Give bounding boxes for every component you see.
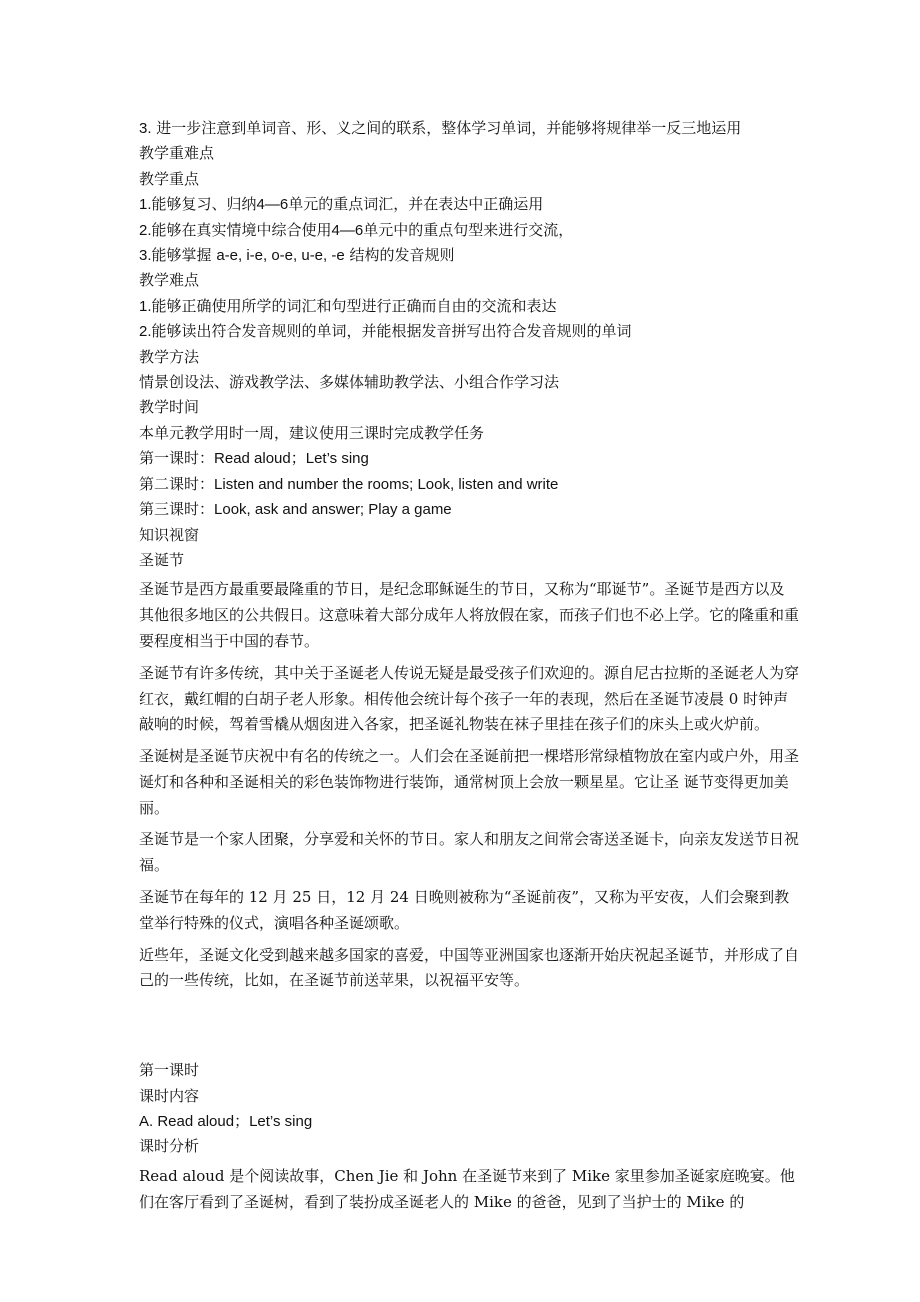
item-number: 1. [139,297,152,315]
spacer [139,994,799,1058]
section-heading-christmas: 圣诞节 [139,550,185,569]
lesson-content: Read aloud；Let’s sing [214,450,369,468]
item-text: 能够复习、归纳 [151,195,257,214]
item-number: 3. [139,120,152,137]
key-point-1 [139,192,799,217]
time-text: 本单元教学用时一周，建议使用三课时完成教学任务 [139,423,485,442]
lesson-plan-3 [139,497,799,522]
item-latin-text: 4—6 [331,221,364,239]
difficult-point-1 [139,294,799,319]
paragraph-asia-customs: 近些年，圣诞文化受到越来越多国家的喜爱，中国等亚洲国家也逐渐开始庆祝起圣诞节，并形成了自己的一些传统，比如，在圣诞节前送苹果，以祝福平安等。 [139,945,800,990]
lesson-plan-2 [139,472,799,497]
paragraph-christmas-tree: 圣诞树是圣诞节庆祝中有名的传统之一。人们会在圣诞前把一棵塔形常绿植物放在室内或户外，用圣诞灯和各种和圣诞相关的彩色装饰物进行装饰，通常树顶上会放一颗星星。它让圣 诞节变得更加美丽。 [139,747,800,817]
key-point-3 [139,243,799,268]
paragraph-family-reunion: 圣诞节是一个家人团聚，分享爱和关怀的节日。家人和朋友之间常会寄送圣诞卡，向亲友发送节日祝福。 [139,830,800,875]
section-heading-key-difficult: 教学重难点 [139,144,215,163]
item-number: 1. [139,196,152,214]
lesson-section-title: A. Read aloud；Let’s sing [139,1113,313,1131]
paragraph-christmas-eve: 圣诞节在每年的 12 月 25 日，12 月 24 日晚则被称为“圣诞前夜”，又称为平安夜，人们会聚到教堂举行特殊的仪式，演唱各种圣诞颂歌。 [139,888,790,932]
section-heading-time: 教学时间 [139,398,200,417]
item-latin-text: a-e, i-e, o-e, u-e, -e [216,247,345,265]
item-text: 单元中的重点句型来进行交流， [363,220,574,239]
item-latin-text: 4—6 [256,196,289,214]
lesson-label: 第三课时： [139,500,215,519]
item-text: 结构的发音规则 [349,246,455,265]
document-page [139,116,799,1215]
lesson-label: 第一课时： [139,449,215,468]
item-number: 2. [139,323,152,341]
lesson-content-heading: 课时内容 [139,1086,200,1105]
lesson-label: 第二课时： [139,474,215,493]
item-text: 进一步注意到单词音、形、义之间的联系，整体学习单词，并能够将规律举一反三地运用 [156,119,742,137]
section-heading-difficult-points: 教学难点 [139,271,200,290]
item-text: 能够在真实情境中综合使用 [151,220,332,239]
item-text: 单元的重点词汇，并在表达中正确运用 [288,195,544,214]
lesson-content: Look, ask and answer; Play a game [214,501,452,519]
item-text: 能够读出符合发音规则的单词，并能根据发音拼写出符合发音规则的单词 [151,322,632,341]
lesson-1-title: 第一课时 [139,1061,200,1080]
lesson-plan-1 [139,446,799,471]
item-number: 2. [139,221,152,239]
lesson-analysis-paragraph: Read aloud 是个阅读故事，Chen Jie 和 John 在圣诞节来到了 Mike 家里参加圣诞家庭晚宴。他们在客厅看到了圣诞树，看到了装扮成圣诞老人的 Mike 的爸爸，见到了当护士的 Mike 的 [139,1166,795,1211]
key-point-2 [139,218,799,243]
paragraph-christmas-intro: 圣诞节是西方最重要最隆重的节日，是纪念耶稣诞生的节日，又称为“耶诞节”。圣诞节是西方以及其他很多地区的公共假日。这意味着大部分成年人将放假在家，而孩子们也不必上学。它的隆重和重要程度相当于中国的春节。 [139,580,800,650]
section-heading-key-points: 教学重点 [139,169,200,188]
lesson-analysis-heading: 课时分析 [139,1137,200,1156]
difficult-point-2 [139,319,799,344]
item-text: 能够正确使用所学的词汇和句型进行正确而自由的交流和表达 [151,296,557,315]
item-text: 能够掌握 [151,246,212,265]
paragraph-santa-claus: 圣诞节有许多传统，其中关于圣诞老人传说无疑是最受孩子们欢迎的。源自尼古拉斯的圣诞老人为穿红衣，戴红帽的白胡子老人形象。相传他会统计每个孩子一年的表现，然后在圣诞节凌晨 0 时钟声敲响的时候，驾着雪橇从烟囱进入各家，把圣诞礼物装在袜子里挂在孩子们的床头上或火炉前。 [139,663,800,734]
item-number: 3. [139,247,152,265]
section-heading-methods: 教学方法 [139,347,200,366]
methods-text: 情景创设法、游戏教学法、多媒体辅助教学法、小组合作学习法 [139,373,560,392]
lesson-content: Listen and number the rooms; Look, listen and write [214,475,559,493]
objective-item-3 [139,116,799,141]
section-heading-knowledge: 知识视窗 [139,525,200,544]
